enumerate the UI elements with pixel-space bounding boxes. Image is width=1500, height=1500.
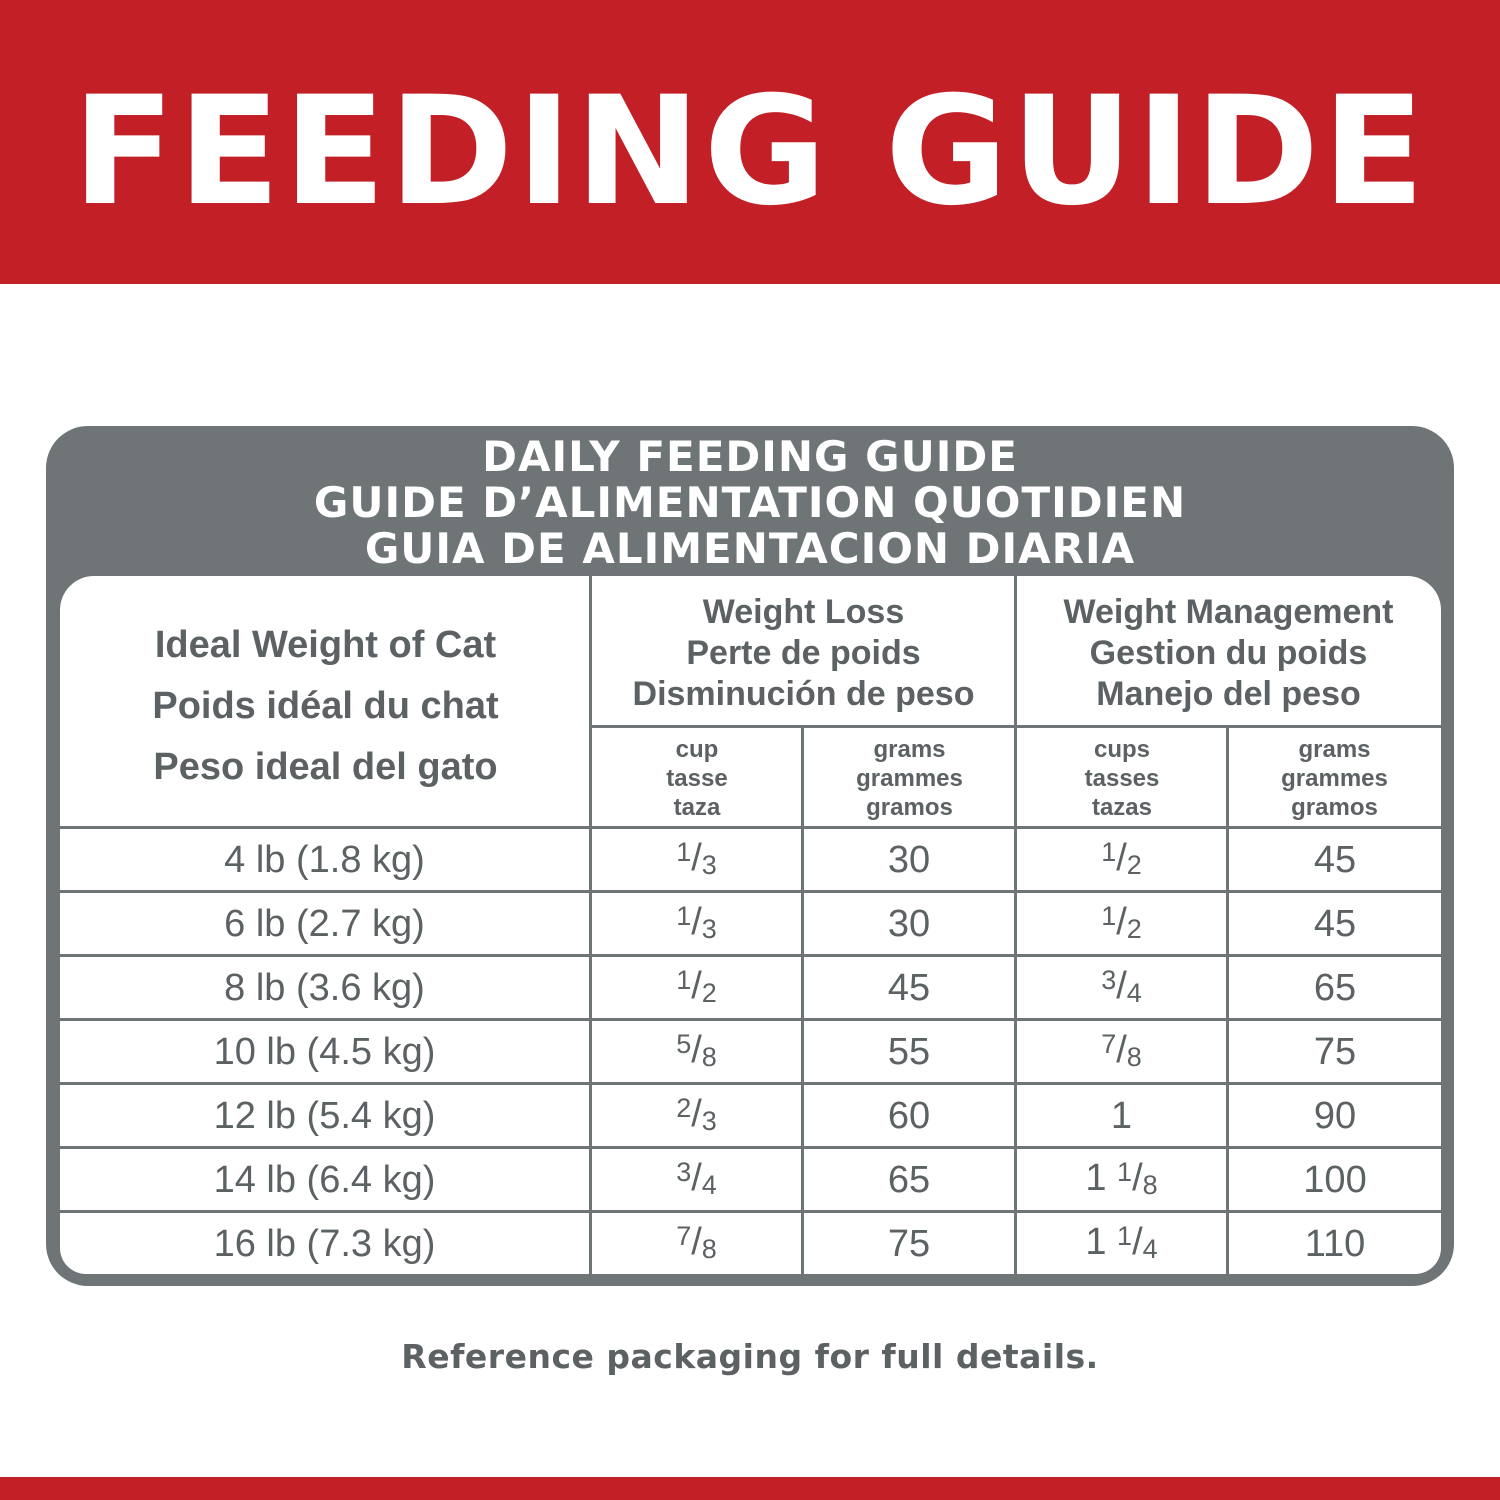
fraction-slash: / <box>1132 1157 1143 1199</box>
fraction-numerator: 1 <box>676 837 692 867</box>
fraction-numerator: 3 <box>1101 965 1117 995</box>
header-line: Peso ideal del gato <box>153 745 498 788</box>
fraction-slash: / <box>1116 837 1127 879</box>
fraction-slash: / <box>691 965 702 1007</box>
mgmt-grams-cell <box>1229 829 1441 890</box>
loss-cup-cell <box>592 1213 801 1274</box>
fraction-denominator: 2 <box>1126 850 1142 880</box>
unit-line: grammes <box>1281 764 1388 792</box>
fraction-numerator: 1 <box>1101 837 1117 867</box>
unit-line: grammes <box>856 764 963 792</box>
fraction-slash: / <box>1116 1029 1127 1071</box>
header-line: Manejo del peso <box>1096 674 1361 713</box>
fraction-denominator: 2 <box>701 978 717 1008</box>
unit-line: gramos <box>1291 793 1378 821</box>
weight-cell <box>60 1213 589 1274</box>
cell-value: 45 <box>887 966 931 1009</box>
mgmt-grams-cell <box>1229 1021 1441 1082</box>
fraction-numerator: 1 <box>1117 1221 1133 1251</box>
loss-grams-cell <box>804 957 1014 1018</box>
fraction-denominator: 8 <box>1142 1170 1158 1200</box>
banner-title: FEEDING GUIDE <box>72 65 1428 239</box>
cup-fraction <box>1101 838 1142 881</box>
cup-fraction <box>1101 902 1142 945</box>
loss-cup-cell <box>592 1149 801 1210</box>
fraction-slash: / <box>691 901 702 943</box>
header-line: Gestion du poids <box>1089 633 1368 672</box>
unit-line: cups <box>1093 735 1150 763</box>
fraction-denominator: 3 <box>701 850 717 880</box>
cell-value: 10 lb (4.5 kg) <box>213 1030 436 1073</box>
mgmt-cup-cell <box>1017 1149 1226 1210</box>
fraction-denominator: 4 <box>1142 1234 1158 1264</box>
header-line: Perte de poids <box>686 633 921 672</box>
fraction-denominator: 3 <box>701 1106 717 1136</box>
fraction-numerator: 1 <box>676 901 692 931</box>
cup-fraction <box>1111 1096 1132 1136</box>
unit-line: tasse <box>666 764 728 792</box>
cell-value: 30 <box>887 838 931 881</box>
cup-fraction <box>676 838 717 881</box>
footnote: Reference packaging for full details. <box>401 1337 1099 1376</box>
header-line: Disminución de peso <box>632 674 975 713</box>
weight-cell <box>60 1085 589 1146</box>
fraction-denominator: 8 <box>701 1042 717 1072</box>
unit-line: gramos <box>866 793 953 821</box>
cell-value: 4 lb (1.8 kg) <box>224 838 425 881</box>
fraction-whole: 1 <box>1110 1094 1133 1137</box>
unit-line: grams <box>873 735 946 763</box>
loss-grams-cell <box>804 893 1014 954</box>
cup-fraction <box>676 1094 717 1137</box>
fraction-numerator: 3 <box>676 1157 692 1187</box>
cup-fraction <box>1085 1222 1157 1265</box>
row-divider <box>589 725 1441 728</box>
cell-value: 65 <box>1313 966 1357 1009</box>
loss-grams-cell <box>804 1085 1014 1146</box>
header-banner <box>0 0 1500 284</box>
bottom-bar <box>0 1477 1500 1500</box>
header-line: Weight Management <box>1063 592 1394 631</box>
fraction-slash: / <box>691 1093 702 1135</box>
weight-loss-header <box>591 590 1016 716</box>
cup-fraction <box>676 1158 717 1201</box>
cell-value: 45 <box>1313 838 1357 881</box>
unit-line: tazas <box>1091 793 1153 821</box>
weight-cell <box>60 1149 589 1210</box>
fraction-denominator: 4 <box>701 1170 717 1200</box>
cell-value: 75 <box>887 1222 931 1265</box>
cup-fraction <box>1085 1158 1157 1201</box>
fraction-slash: / <box>1132 1221 1143 1263</box>
cell-value: 6 lb (2.7 kg) <box>224 902 425 945</box>
cell-value: 90 <box>1313 1094 1357 1137</box>
cell-value: 45 <box>1313 902 1357 945</box>
mgmt-cup-cell <box>1017 1021 1226 1082</box>
fraction-whole: 1 <box>1085 1157 1107 1199</box>
fraction-slash: / <box>1116 965 1127 1007</box>
header-line: Poids idéal du chat <box>152 684 499 727</box>
fraction-denominator: 2 <box>1126 914 1142 944</box>
unit-line: cup <box>675 735 719 763</box>
cell-value: 16 lb (7.3 kg) <box>213 1222 436 1265</box>
fraction-slash: / <box>691 837 702 879</box>
cup-fraction <box>676 1222 717 1265</box>
loss-grams-cell <box>804 1149 1014 1210</box>
mgmt-grams-cell <box>1229 1085 1441 1146</box>
cell-value: 30 <box>887 902 931 945</box>
cup-fraction <box>676 1030 717 1073</box>
mgmt-grams-cell <box>1229 957 1441 1018</box>
cell-value: 12 lb (5.4 kg) <box>213 1094 436 1137</box>
cell-value: 55 <box>887 1030 931 1073</box>
mgmt-grams-cell <box>1229 893 1441 954</box>
mgmt-cup-cell <box>1017 957 1226 1018</box>
fraction-denominator: 8 <box>1126 1042 1142 1072</box>
fraction-slash: / <box>691 1029 702 1071</box>
unit-line: tasses <box>1084 764 1160 792</box>
fraction-numerator: 2 <box>676 1093 692 1123</box>
cell-value: 75 <box>1313 1030 1357 1073</box>
header-line: Weight Loss <box>702 592 905 631</box>
panel-title-line: DAILY FEEDING GUIDE <box>482 432 1018 481</box>
cup-fraction <box>1101 1030 1142 1073</box>
weight-cell <box>60 893 589 954</box>
header-line: Ideal Weight of Cat <box>154 623 497 666</box>
panel-title-line: GUIA DE ALIMENTACION DIARIA <box>364 524 1136 573</box>
cell-value: 8 lb (3.6 kg) <box>224 966 425 1009</box>
cell-value: 60 <box>887 1094 931 1137</box>
mgmt-grams-cell <box>1229 1149 1441 1210</box>
loss-cup-cell <box>592 893 801 954</box>
fraction-numerator: 5 <box>676 1029 692 1059</box>
cup-fraction <box>1101 966 1142 1009</box>
weight-management-header <box>1016 590 1441 716</box>
fraction-numerator: 1 <box>676 965 692 995</box>
mgmt-cup-unit-header <box>1016 728 1228 828</box>
loss-cup-cell <box>592 1021 801 1082</box>
weight-column-header <box>60 576 591 832</box>
weight-cell <box>60 957 589 1018</box>
unit-line: grams <box>1298 735 1371 763</box>
fraction-denominator: 3 <box>701 914 717 944</box>
loss-grams-cell <box>804 829 1014 890</box>
cup-fraction <box>676 902 717 945</box>
cell-value: 100 <box>1303 1158 1367 1201</box>
fraction-numerator: 7 <box>1101 1029 1117 1059</box>
cell-value: 110 <box>1304 1222 1366 1265</box>
fraction-slash: / <box>1116 901 1127 943</box>
cup-fraction <box>676 966 717 1009</box>
loss-cup-cell <box>592 829 801 890</box>
weight-cell <box>60 1021 589 1082</box>
mgmt-cup-cell <box>1017 893 1226 954</box>
fraction-numerator: 7 <box>676 1221 692 1251</box>
panel-title-line: GUIDE D’ALIMENTATION QUOTIDIEN <box>313 478 1187 527</box>
panel-title <box>0 434 1500 572</box>
loss-cup-cell <box>592 1085 801 1146</box>
cell-value: 65 <box>887 1158 931 1201</box>
unit-line: taza <box>673 793 721 821</box>
mgmt-cup-cell <box>1017 1085 1226 1146</box>
fraction-numerator: 1 <box>1117 1157 1133 1187</box>
feeding-table <box>60 576 1441 1274</box>
weight-cell <box>60 829 589 890</box>
fraction-denominator: 8 <box>701 1234 717 1264</box>
fraction-slash: / <box>691 1157 702 1199</box>
loss-grams-unit-header <box>803 728 1016 828</box>
loss-grams-cell <box>804 1021 1014 1082</box>
cell-value: 14 lb (6.4 kg) <box>213 1158 436 1201</box>
mgmt-cup-cell <box>1017 1213 1226 1274</box>
mgmt-grams-cell <box>1229 1213 1441 1274</box>
mgmt-cup-cell <box>1017 829 1226 890</box>
fraction-whole: 1 <box>1085 1221 1107 1263</box>
fraction-slash: / <box>691 1221 702 1263</box>
fraction-numerator: 1 <box>1101 901 1117 931</box>
loss-cup-unit-header <box>591 728 803 828</box>
loss-grams-cell <box>804 1213 1014 1274</box>
fraction-denominator: 4 <box>1126 978 1142 1008</box>
loss-cup-cell <box>592 957 801 1018</box>
mgmt-grams-unit-header <box>1228 728 1441 828</box>
